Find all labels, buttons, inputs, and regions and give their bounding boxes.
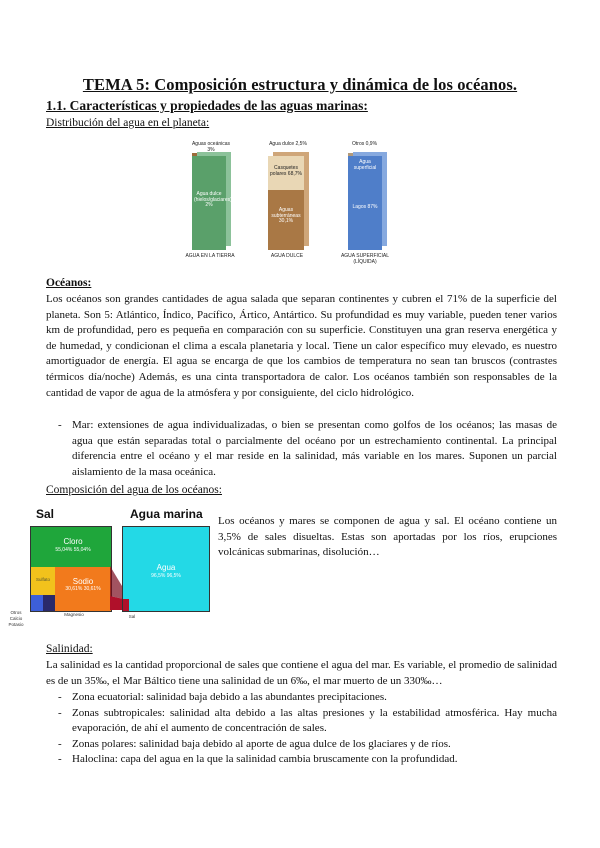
- list-item: - Zonas subtropicales: salinidad alta debido a las altas presiones y la estabilidad atmosférica. Hay mucha evaporación, de ahí el aumento de concentración de sales.: [46, 706, 557, 737]
- sal-note-label: Sal: [128, 614, 136, 619]
- sodio-label: Sodio: [72, 577, 94, 586]
- bar2-body: [268, 156, 304, 250]
- sal-box: [30, 526, 112, 612]
- oceanos-heading: Océanos:: [46, 277, 92, 289]
- bar2-mid-label: Casquetes polares 68,7%: [270, 165, 302, 177]
- potasio-label: Potasio: [8, 622, 24, 627]
- bar1-top-label: Aguas oceánicas 3%: [191, 141, 231, 153]
- bar3-body-label: Lagos 87%: [352, 204, 378, 210]
- bar2-bottom-label: AGUA DULCE: [270, 253, 304, 259]
- sulfato-label: Sulfato: [35, 577, 50, 582]
- mar-list: [46, 418, 557, 480]
- cloro-pct: 55,04% 55,04%: [55, 547, 91, 553]
- bar3-mid-label: Agua superficial: [353, 159, 377, 171]
- bar1-body-label: Agua dulce (hielos/glaciares) 2%: [194, 191, 232, 208]
- bar2-body-label: Aguas subterráneas 30,1%: [271, 207, 301, 224]
- sodio-block: [55, 567, 111, 611]
- bar3-body: [348, 156, 382, 250]
- salinidad-list: [46, 690, 557, 768]
- page-title: TEMA 5: Composición estructura y dinámica de los océanos.: [82, 75, 518, 94]
- salinidad-paragraph: La salinidad es la cantidad proporcional de sales que contiene el agua del mar. Es variable, el promedio de salinidad es de un 35‰, el Mar Báltico tiene una salinidad de un 6‰, el mar muerto de un 330‰…: [46, 659, 557, 687]
- list-item: - Haloclina: capa del agua en la que la salinidad cambia bruscamente con la profundidad.: [46, 752, 557, 768]
- salinidad-heading: Salinidad:: [46, 643, 93, 655]
- oceanos-paragraph: Los océanos son grandes cantidades de agua salada que separan continentes y cubren el 71% de la superficie del planeta. Son 5: Atlántico, Índico, Pacífico, Ártico, Antártico. Su profundidad es muy variable, pueden tener varios km de profundidad, pero es pequeña en comparación con su superficie. Constituyen una gran reserva energética y de humedad, y condicionan el clima a escala planetaria y local. Tiene un calor específico muy elevado, es nuestro amortiguador de energía. El agua se encarga de que los cambios de temperatura no sean tan bruscos (contrastes térmicos día/noche) Además, es una cinta transportadora de calor. Los océanos también son responsables de la cantidad de vapor de agua de la atmósfera y por consiguiente, del ciclo hidrológico.: [46, 293, 557, 399]
- bar2-top-label: Agua dulce 2,5%: [269, 141, 307, 147]
- agua-marina-title: Agua marina: [130, 507, 203, 521]
- agua-box: [122, 526, 210, 612]
- cloro-label: Cloro: [63, 537, 83, 546]
- small-block-blue: [31, 595, 43, 611]
- list-item: - Zona ecuatorial: salinidad baja debido a las abundantes precipitaciones.: [46, 690, 557, 706]
- list-item: - Zonas polares: salinidad baja debido al aporte de agua dulce de los glaciares y de ríos.: [46, 737, 557, 753]
- composicion-heading: Composición del agua de los océanos:: [46, 484, 222, 496]
- bar1-bottom-label: AGUA EN LA TIERRA: [185, 253, 235, 259]
- bar3-bottom-label: AGUA SUPERFICIAL (LÍQUIDA): [340, 253, 390, 265]
- small-block-dark: [43, 595, 55, 611]
- magnesio-label: Magnesio: [64, 612, 84, 617]
- water-distribution-figure: [180, 138, 420, 273]
- salt-composition-figure: [4, 506, 210, 634]
- sulfato-block: [31, 567, 55, 595]
- sal-slice: [123, 599, 129, 611]
- mar-item: - Mar: extensiones de agua individualizadas, o bien se presentan como golfos de los océanos; las masas de agua que están separadas total o parcialmente del océano por un estrechamiento continental. La principal diferencia entre el océano y el mar reside en la salinidad, más variable en los mares. Suponen un parcial aislamiento de la masa oceánica.: [46, 418, 557, 480]
- section-heading: 1.1. Características y propiedades de las aguas marinas:: [46, 98, 368, 113]
- bar1-body: [192, 156, 232, 250]
- sal-title: Sal: [36, 507, 55, 521]
- bar2-top-segment: [268, 156, 304, 190]
- calcio-label: Calcio: [9, 616, 23, 621]
- otros-label: Otros: [10, 610, 22, 615]
- sodio-pct: 30,61% 30,61%: [65, 586, 101, 592]
- distribution-heading: Distribución del agua en el planeta:: [46, 117, 210, 129]
- composicion-paragraph: Los océanos y mares se componen de agua y sal. El océano contiene un 3,5% de sales disueltas. Estas son aportadas por los ríos, erupciones volcánicas submarinas, disolución…: [218, 515, 557, 559]
- bar3-top-label: Otros 0,9%: [352, 141, 378, 147]
- agua-label: Agua: [156, 563, 176, 572]
- agua-pct: 96,5% 96,5%: [151, 573, 181, 579]
